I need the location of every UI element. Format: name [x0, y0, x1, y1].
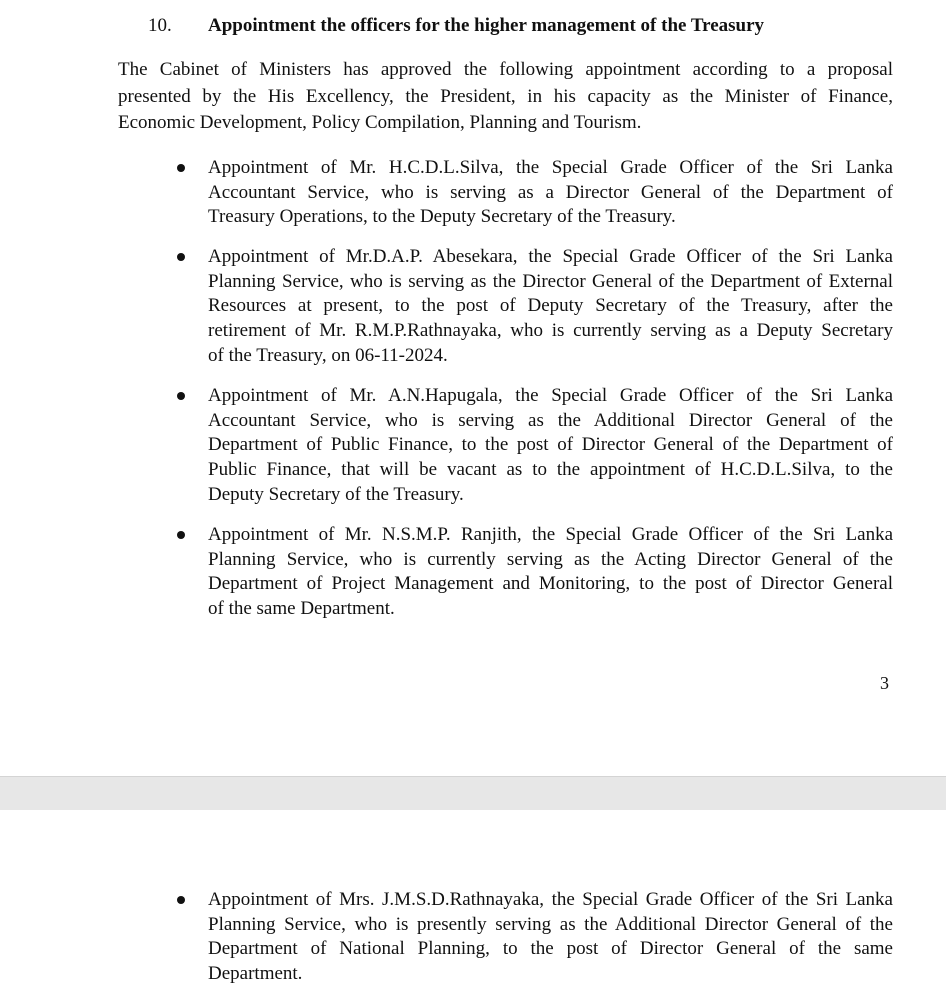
bullet-item-3 [208, 384, 893, 508]
bullet-line: Public Finance, that will be vacant as to the appointment of H.C.D.L.Silva, to the [208, 459, 893, 481]
bullet-item-5 [208, 888, 893, 987]
page-separator [0, 776, 946, 811]
bullet-line: of the Treasury, on 06-11-2024. [208, 344, 448, 366]
bullet-line: Appointment of Mr. A.N.Hapugala, the Special Grade Officer of the Sri Lanka [208, 385, 893, 406]
intro-paragraph [118, 57, 893, 137]
bullet-line: Department of Project Management and Monitoring, to the post of Director General [208, 573, 893, 595]
bullet-item-2 [208, 245, 893, 369]
item-number: 10. [148, 15, 172, 36]
bullet-line: Planning Service, who is serving as the Director General of the Department of External [208, 270, 893, 292]
bullet-dot [177, 392, 185, 400]
bullet-line: Planning Service, who is currently serving as the Acting Director General of the [208, 548, 893, 570]
bullet-line: of the same Department. [208, 598, 395, 620]
document-page-2 [0, 810, 946, 987]
bullet-dot [177, 164, 185, 172]
bullet-line: Resources at present, to the post of Deputy Secretary of the Treasury, after the [208, 295, 893, 317]
page-number: 3 [880, 673, 889, 693]
bullet-line: Department. [208, 963, 303, 985]
bullet-line: Accountant Service, who is serving as the Additional Director General of the [208, 409, 893, 431]
bullet-line: Deputy Secretary of the Treasury. [208, 483, 464, 505]
bullet-line: Appointment of Mrs. J.M.S.D.Rathnayaka, the Special Grade Officer of the Sri Lanka [208, 889, 893, 910]
intro-line: presented by the His Excellency, the President, in his capacity as the Minister of Finance, [118, 85, 893, 107]
bullet-dot [177, 531, 185, 539]
bullet-line: Accountant Service, who is serving as a Director General of the Department of [208, 181, 893, 203]
bullet-dot [177, 896, 185, 904]
item-title: Appointment the officers for the higher management of the Treasury [208, 15, 765, 36]
bullet-item-4 [208, 523, 893, 622]
bullet-line: retirement of Mr. R.M.P.Rathnayaka, who is currently serving as a Deputy Secretary [208, 320, 893, 342]
bullet-item-1 [208, 156, 893, 230]
bullet-line: Planning Service, who is presently serving as the Additional Director General of the [208, 913, 893, 935]
bullet-line: Appointment of Mr. N.S.M.P. Ranjith, the Special Grade Officer of the Sri Lanka [208, 524, 893, 545]
intro-line: Economic Development, Policy Compilation, Planning and Tourism. [118, 112, 642, 134]
bullet-line: Appointment of Mr.D.A.P. Abesekara, the Special Grade Officer of the Sri Lanka [208, 246, 893, 267]
item-heading [148, 14, 764, 38]
bullet-dot [177, 253, 185, 261]
intro-line: The Cabinet of Ministers has approved the following appointment according to a proposal [118, 59, 893, 80]
bullet-line: Appointment of Mr. H.C.D.L.Silva, the Special Grade Officer of the Sri Lanka [208, 157, 893, 178]
bullet-line: Department of National Planning, to the post of Director General of the same [208, 938, 893, 960]
bullet-line: Department of Public Finance, to the post of Director General of the Department of [208, 434, 893, 456]
bullet-line: Treasury Operations, to the Deputy Secretary of the Treasury. [208, 206, 676, 228]
